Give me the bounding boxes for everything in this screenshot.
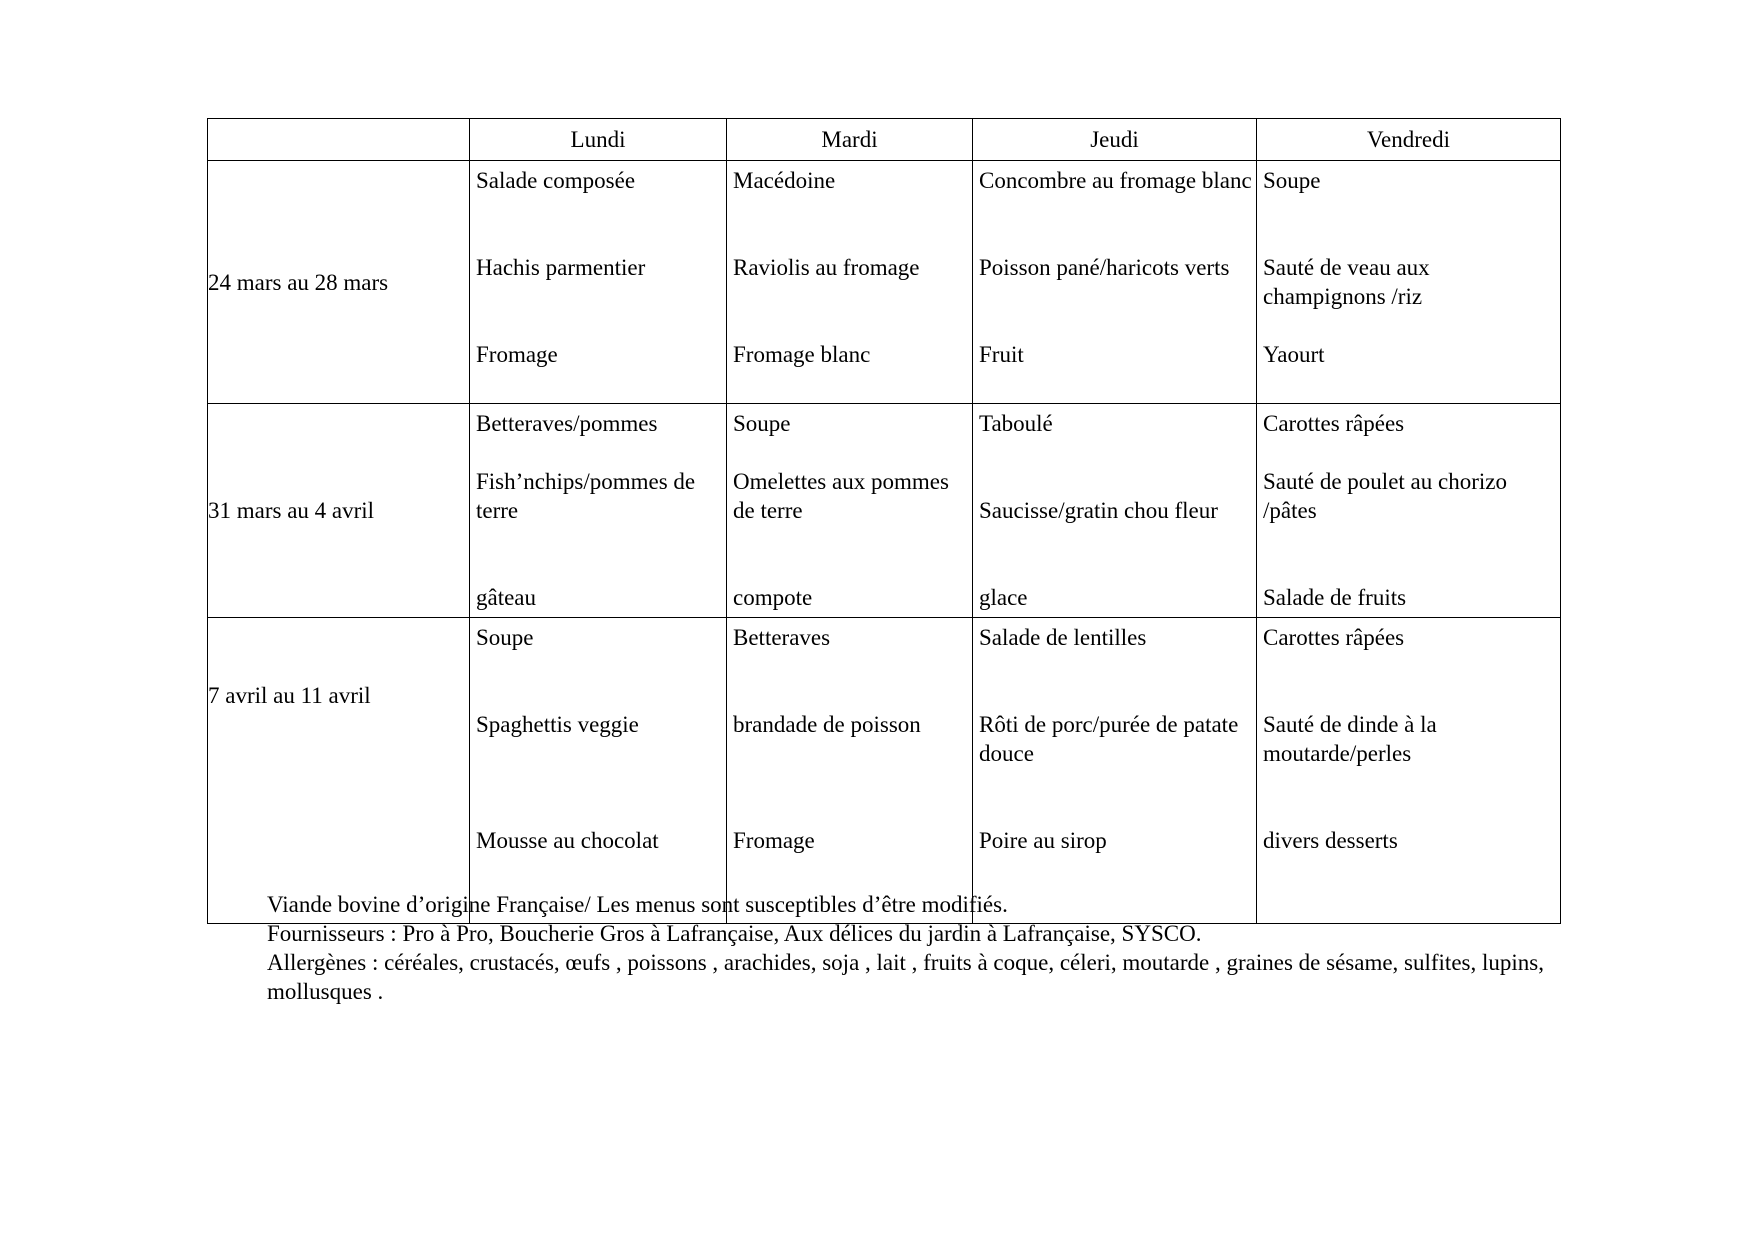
entree: Betteraves xyxy=(733,625,831,650)
day-header-jeudi: Jeudi xyxy=(973,119,1257,161)
dessert: compote xyxy=(733,585,813,610)
entree: Salade de lentilles xyxy=(979,625,1147,650)
header-row xyxy=(208,119,1561,161)
menu-cell xyxy=(727,161,973,404)
week-row xyxy=(208,618,1561,924)
menu-table xyxy=(207,118,1561,924)
plat: Sauté de poulet au chorizo /pâtes xyxy=(1263,469,1507,523)
menu-cell xyxy=(1257,618,1561,924)
menu-cell xyxy=(727,404,973,618)
entree: Soupe xyxy=(733,411,791,436)
menu-cell xyxy=(470,404,727,618)
plat: Omelettes aux pommes de terre xyxy=(733,469,949,523)
day-header-lundi: Lundi xyxy=(470,119,727,161)
menu-cell xyxy=(470,618,727,924)
corner-cell xyxy=(208,119,470,161)
entree: Salade composée xyxy=(476,168,636,193)
origin-note: Viande bovine d’origine Française/ Les menus sont susceptibles d’être modifiés. xyxy=(267,892,1008,917)
menu-cell xyxy=(973,161,1257,404)
entree: Soupe xyxy=(476,625,534,650)
allergens-note: Allergènes : céréales, crustacés, œufs , poissons , arachides, soja , lait , fruits à coque, céleri, moutarde , graines de sésame, sulfites, lupins, mollusques . xyxy=(267,950,1544,1004)
dessert: divers desserts xyxy=(1263,828,1398,853)
footer-notes xyxy=(267,890,1597,1006)
dessert: Fromage xyxy=(733,828,815,853)
plat: Spaghettis veggie xyxy=(476,712,639,737)
menu-cell xyxy=(727,618,973,924)
dessert: Fruit xyxy=(979,342,1024,367)
day-header-mardi: Mardi xyxy=(727,119,973,161)
week-label: 24 mars au 28 mars xyxy=(208,161,470,404)
suppliers-note: Fournisseurs : Pro à Pro, Boucherie Gros à Lafrançaise, Aux délices du jardin à Lafrançaise, SYSCO. xyxy=(267,921,1202,946)
dessert: Fromage xyxy=(476,342,558,367)
plat: Rôti de porc/purée de patate douce xyxy=(979,712,1239,766)
plat: Raviolis au fromage xyxy=(733,255,920,280)
dessert: Yaourt xyxy=(1263,342,1325,367)
dessert: Poire au sirop xyxy=(979,828,1107,853)
plat: Saucisse/gratin chou fleur xyxy=(979,498,1218,523)
plat: Poisson pané/haricots verts xyxy=(979,255,1230,280)
entree: Betteraves/pommes xyxy=(476,411,658,436)
dessert: gâteau xyxy=(476,585,537,610)
dessert: Salade de fruits xyxy=(1263,585,1407,610)
entree: Soupe xyxy=(1263,168,1321,193)
plat: brandade de poisson xyxy=(733,712,921,737)
day-header-vendredi: Vendredi xyxy=(1257,119,1561,161)
plat: Sauté de veau aux champignons /riz xyxy=(1263,255,1430,309)
dessert: Mousse au chocolat xyxy=(476,828,659,853)
entree: Macédoine xyxy=(733,168,836,193)
plat: Fish’nchips/pommes de terre xyxy=(476,469,696,523)
dessert: glace xyxy=(979,585,1028,610)
plat: Hachis parmentier xyxy=(476,255,646,280)
week-row xyxy=(208,161,1561,404)
entree: Carottes râpées xyxy=(1263,625,1405,650)
entree: Concombre au fromage blanc xyxy=(979,168,1252,193)
entree: Taboulé xyxy=(979,411,1053,436)
menu-cell xyxy=(470,161,727,404)
plat: Sauté de dinde à la moutarde/perles xyxy=(1263,712,1437,766)
week-row xyxy=(208,404,1561,618)
week-label: 7 avril au 11 avril xyxy=(208,618,470,924)
menu-cell xyxy=(1257,161,1561,404)
menu-cell xyxy=(1257,404,1561,618)
week-label: 31 mars au 4 avril xyxy=(208,404,470,618)
menu-cell xyxy=(973,404,1257,618)
entree: Carottes râpées xyxy=(1263,411,1405,436)
dessert: Fromage blanc xyxy=(733,342,871,367)
menu-cell xyxy=(973,618,1257,924)
